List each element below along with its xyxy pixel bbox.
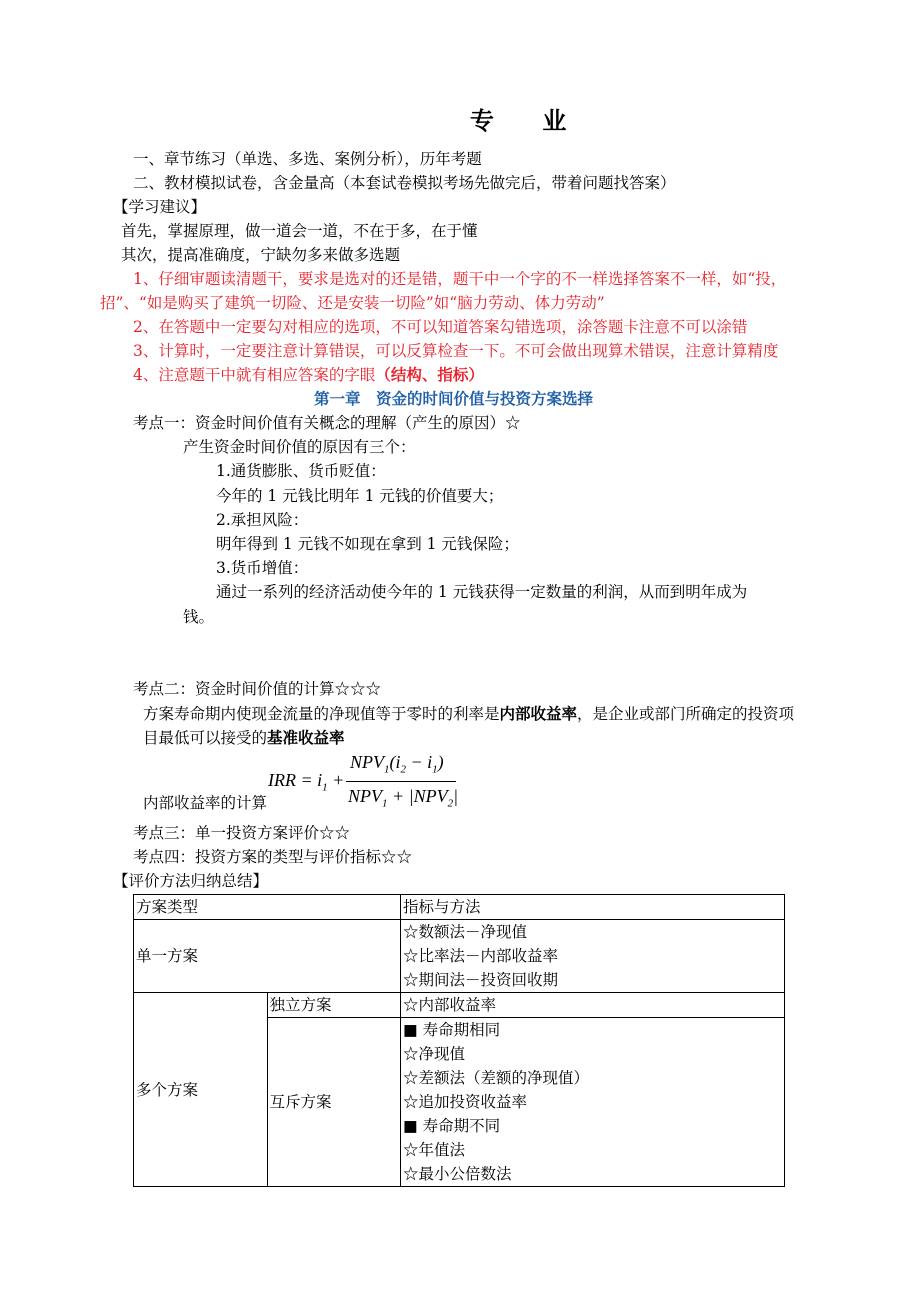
page-title: 专 业: [470, 106, 587, 135]
chapter-title: 第一章 资金的时间价值与投资方案选择: [314, 389, 594, 408]
intro-line-1: 一、章节练习（单选、多选、案例分析），历年考题: [133, 150, 482, 168]
irr-formula: IRR = $i_1$ + $NPV_1(i_2 - i_1)$ $NPV_1 + |NPV_2|$: [268, 752, 459, 810]
reason-3-detail-end: 钱。: [183, 608, 215, 626]
reason-1-detail: 今年的 1 元钱比明年 1 元钱的价值要大；: [216, 487, 504, 505]
advice-heading: 【学习建议】: [113, 198, 207, 216]
term-benchmark-rate: 基准收益率: [267, 728, 345, 747]
tip-4-text: 4、注意题干中就有相应答案的字眼: [133, 366, 376, 384]
advice-line-1: 首先，掌握原理，做一道会一道，不在于多，在于懂: [121, 222, 478, 240]
table-header-row: [134, 895, 785, 920]
reason-1: 1.通货膨胀、货币贬值：: [216, 462, 386, 480]
formula-caption: 内部收益率的计算: [143, 794, 268, 812]
tip-4-bold: （结构、指标）: [375, 365, 484, 384]
tip-3: 3、计算时，一定要注意计算错误，可以反算检查一下。不可会做出现算术错误，注意计算精度: [133, 342, 779, 360]
point-4-heading: 考点四：投资方案的类型与评价指标☆☆: [133, 848, 413, 866]
intro-line-2: 二、教材模拟试卷，含金量高（本套试卷模拟考场先做完后，带着问题找答案）: [133, 174, 676, 192]
reason-2: 2.承担风险：: [216, 511, 309, 529]
point-3-heading: 考点三：单一投资方案评价☆☆: [133, 824, 351, 842]
point-1-sub: 产生资金时间价值的原因有三个：: [183, 438, 416, 456]
independent-plan-label: 独立方案: [267, 993, 401, 1018]
tip-1-line-2: 招”、“如是购买了建筑一切险、还是安装一切险”如“脑力劳动、体力劳动”: [100, 294, 605, 312]
advice-line-2: 其次，提高准确度，宁缺勿多来做多选题: [121, 246, 401, 264]
point-2-heading: 考点二：资金时间价值的计算☆☆☆: [133, 680, 382, 698]
table-heading: 【评价方法归纳总结】: [113, 872, 269, 890]
tip-2: 2、在答题中一定要勾对相应的选项，不可以知道答案勾错选项，涂答题卡注意不可以涂错: [133, 318, 748, 336]
reason-3-detail: 通过一系列的经济活动使今年的 1 元钱获得一定数量的利润，从而到明年成为: [216, 583, 748, 601]
single-plan-label: 单一方案: [134, 920, 401, 993]
table-row-single: [134, 920, 785, 993]
point-1-heading: 考点一：资金时间价值有关概念的理解（产生的原因）☆: [133, 414, 521, 432]
tip-4: [133, 364, 484, 386]
point-2-para-line-2: 目最低可以接受的基准收益率: [143, 728, 345, 747]
point-2-para-line-1: 方案寿命期内使现金流量的净现值等于零时的利率是内部收益率，是企业或部门所确定的投资项: [143, 704, 795, 723]
exclusive-plan-label: 互斥方案: [267, 1018, 401, 1187]
single-plan-methods: ☆数额法－净现值 ☆比率法－内部收益率 ☆期间法－投资回收期: [401, 920, 785, 993]
term-irr: 内部收益率: [499, 704, 578, 723]
reason-2-detail: 明年得到 1 元钱不如现在拿到 1 元钱保险；: [216, 535, 519, 553]
reason-3: 3.货币增值：: [216, 559, 309, 577]
table-row-independent: [134, 993, 785, 1018]
exclusive-plan-methods: ■ 寿命期相同 ☆净现值 ☆差额法（差额的净现值） ☆追加投资收益率 ■ 寿命期不同 ☆年值法 ☆最小公倍数法: [401, 1018, 785, 1187]
header-method: 指标与方法: [401, 895, 785, 920]
evaluation-table: [133, 894, 785, 1187]
tip-1-line-1: 1、仔细审题读清题干，要求是选对的还是错，题干中一个字的不一样选择答案不一样，如“投，: [133, 270, 787, 288]
header-plan-type: 方案类型: [134, 895, 401, 920]
multi-plan-label: 多个方案: [134, 993, 268, 1187]
independent-plan-method: ☆内部收益率: [401, 993, 785, 1018]
